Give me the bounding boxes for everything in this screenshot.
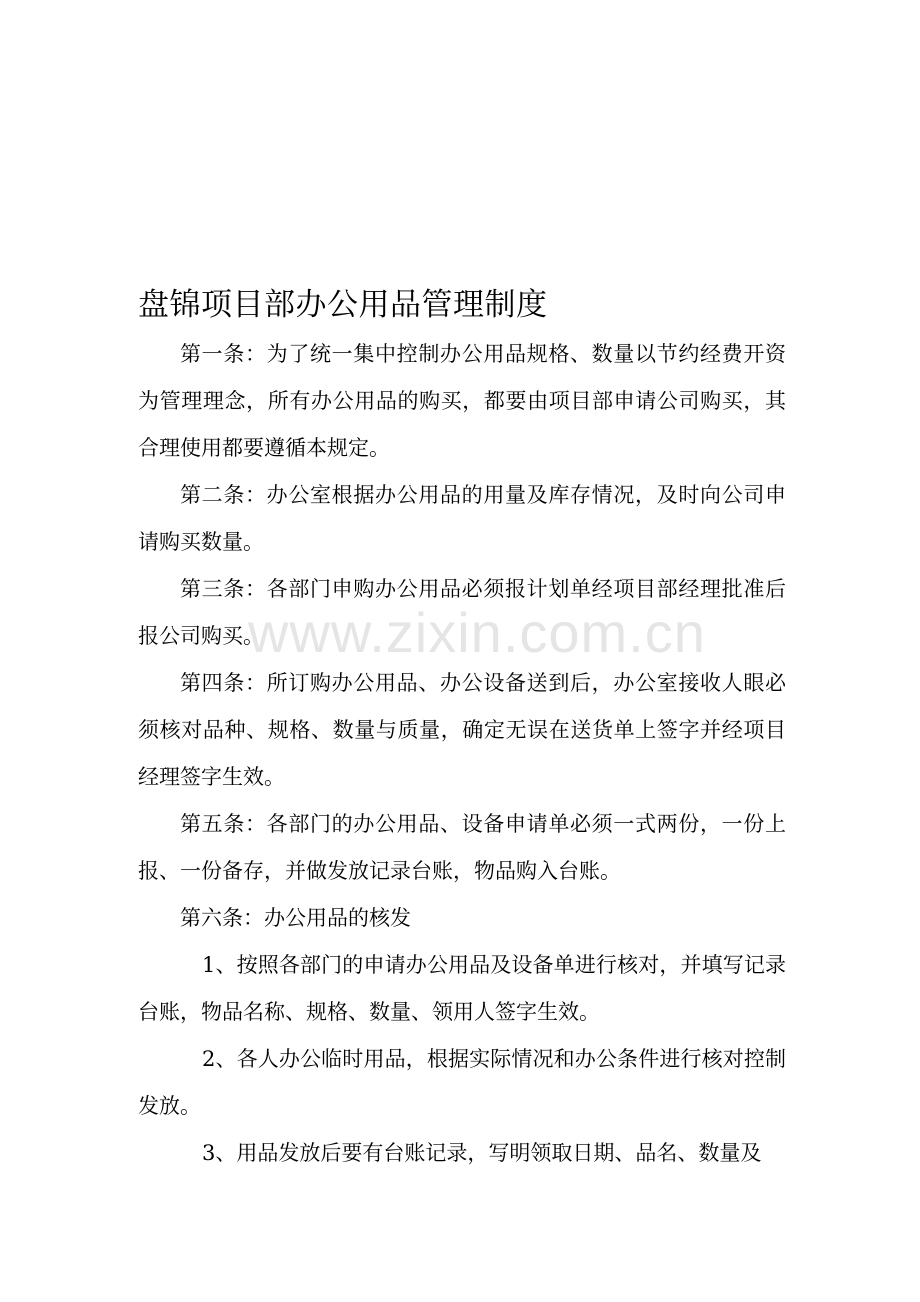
- article-2: 第二条：办公室根据办公用品的用量及库存情况，及时向公司申请购买数量。: [138, 483, 786, 554]
- article-6-item-3: 3、用品发放后要有台账记录，写明领取日期、品名、数量及: [202, 1141, 762, 1165]
- article-4: 第四条：所订购办公用品、办公设备送到后，办公室接收人眼必须核对品种、规格、数量与质量，确定无误在送货单上签字并经项目经理签字生效。: [138, 671, 786, 789]
- article-6-item-2: 2、各人办公临时用品，根据实际情况和办公条件进行核对控制发放。: [138, 1047, 786, 1118]
- article-6-heading: 第六条：办公用品的核发: [180, 906, 411, 930]
- document-title: 盘锦项目部办公用品管理制度: [138, 287, 548, 323]
- article-1: 第一条：为了统一集中控制办公用品规格、数量以节约经费开资为管理理念，所有办公用品的购买，都要由项目部申请公司购买，其合理使用都要遵循本规定。: [138, 342, 786, 460]
- article-3: 第三条：各部门申购办公用品必须报计划单经项目部经理批准后报公司购买。: [138, 577, 786, 648]
- watermark-text: www.zixin.com.cn: [248, 601, 706, 664]
- article-6-item-1: 1、按照各部门的申请办公用品及设备单进行核对，并填写记录台账，物品名称、规格、数量、领用人签字生效。: [138, 953, 786, 1024]
- article-5: 第五条：各部门的办公用品、设备申请单必须一式两份，一份上报、一份备存，并做发放记录台账，物品购入台账。: [138, 812, 786, 883]
- document-body: [138, 331, 786, 1177]
